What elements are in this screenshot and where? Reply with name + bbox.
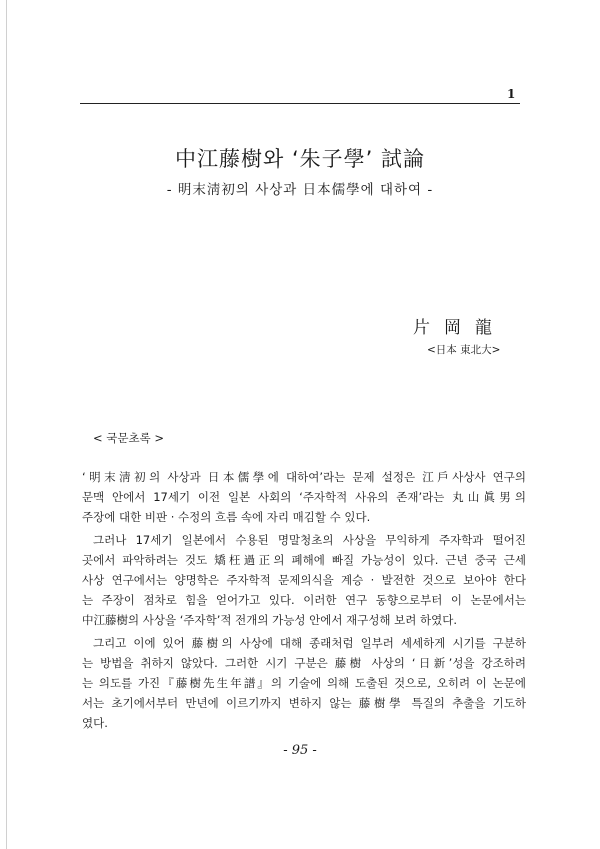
- author-affiliation: <日本 東北大>: [427, 344, 501, 356]
- header-page-number: 1: [507, 87, 516, 101]
- abstract-line: 주장에 대한 비판 · 수정의 흐름 속에 자리 매김할 수 있다.: [82, 510, 371, 524]
- abstract-line: 였다.: [82, 716, 108, 730]
- abstract-heading: < 국문초록 >: [93, 431, 165, 445]
- abstract-line: 는 의도를 가진『藤樹先生年譜』의 기술에 의해 도출된 것으로, 오히려 이 논문에: [82, 676, 526, 690]
- abstract-line: 는 주장이 점차로 힘을 얻어가고 있다. 이러한 연구 동향으로부터 이 논문에서는: [82, 593, 526, 607]
- paper-subtitle: - 明末淸初의 사상과 日本儒學에 대하여 -: [166, 182, 434, 198]
- abstract-line: 그리고 이에 있어 藤樹의 사상에 대해 종래처럼 일부러 세세하게 시기를 구분하: [93, 636, 526, 650]
- abstract-line: 서는 초기에서부터 만년에 이르기까지 변하지 않는 藤樹學 특질의 추출을 기도하: [82, 696, 526, 710]
- abstract-line: ‘明末淸初의 사상과 日本儒學에 대하여’라는 문제 설정은 江戶사상사 연구의: [82, 470, 526, 484]
- abstract-line: 그러나 17세기 일본에서 수용된 명말청초의 사상을 무익하게 주자학과 떨어진: [93, 533, 526, 547]
- abstract-line: 는 방법을 취하지 않았다. 그러한 시기 구분은 藤樹 사상의 ‘日新’성을 강조하려: [82, 656, 526, 670]
- scan-edge-line: [6, 0, 7, 849]
- abstract-line: 곳에서 파악하려는 것도 矯枉過正의 폐해에 빠질 가능성이 있다. 근년 중국 근세: [82, 553, 526, 567]
- header-rule: [80, 103, 520, 104]
- footer-page-number: - 95 -: [283, 743, 317, 758]
- abstract-line: 中江藤樹의 사상을 ‘주자학’적 전개의 가능성 안에서 재구성해 보려 하였다.: [82, 613, 458, 627]
- abstract-line: 문맥 안에서 17세기 이전 일본 사회의 ‘주자학적 사유의 존재’라는 丸山眞男의: [82, 490, 526, 504]
- abstract-line: 사상 연구에서는 양명학은 주자학적 문제의식을 계승 · 발전한 것으로 보아야 한다: [82, 573, 526, 587]
- author-name: 片岡龍: [413, 318, 506, 338]
- paper-title: 中江藤樹와 ‘朱子學’ 試論: [175, 147, 425, 171]
